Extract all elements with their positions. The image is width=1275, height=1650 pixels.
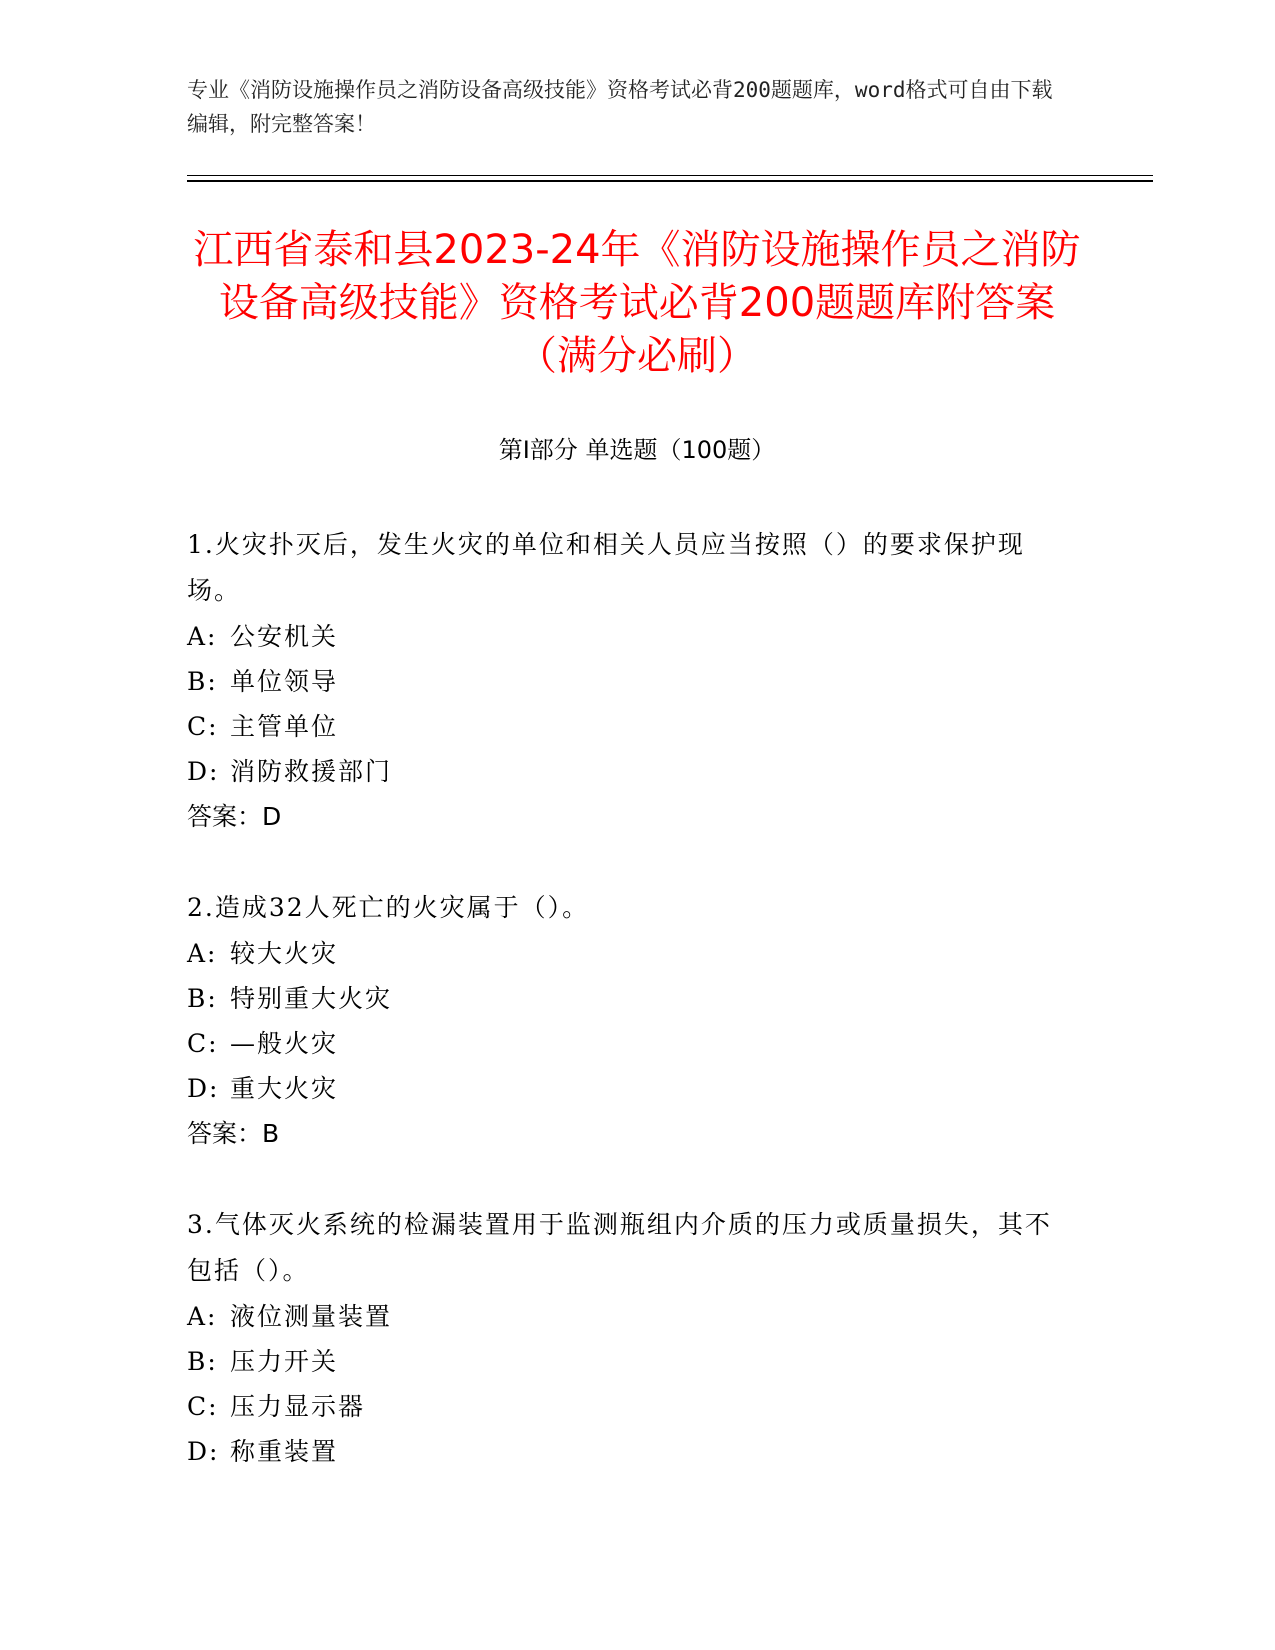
option-d [187, 1429, 1067, 1474]
option-text: —般火灾 [230, 1029, 339, 1058]
option-text: 压力显示器 [230, 1392, 366, 1421]
option-key: C: [187, 712, 219, 741]
option-b [187, 976, 1067, 1021]
option-c [187, 1021, 1067, 1066]
question-3 [187, 1202, 1067, 1474]
option-text: 公安机关 [230, 622, 339, 651]
answer-line: 答案：D [187, 802, 282, 831]
option-a [187, 1294, 1067, 1339]
option-key: D: [187, 757, 220, 786]
option-text: 较大火灾 [230, 939, 339, 968]
question-stem: 1.火灾扑灭后，发生火灾的单位和相关人员应当按照（）的要求保护现场。 [187, 530, 1025, 605]
option-text: 称重装置 [230, 1437, 339, 1466]
option-key: B: [187, 667, 218, 696]
option-text: 主管单位 [230, 712, 339, 741]
option-d [187, 1066, 1067, 1111]
section-title: 第I部分 单选题（100题） [498, 436, 776, 464]
option-key: D: [187, 1074, 220, 1103]
question-list [187, 522, 1067, 1520]
header-divider-thin [187, 175, 1153, 176]
option-text: 特别重大火灾 [230, 984, 393, 1013]
question-stem: 3.气体灭火系统的检漏装置用于监测瓶组内介质的压力或质量损失，其不包括（）。 [187, 1210, 1052, 1285]
option-c [187, 704, 1067, 749]
option-text: 单位领导 [230, 667, 339, 696]
option-text: 消防救援部门 [230, 757, 393, 786]
option-text: 液位测量装置 [230, 1302, 393, 1331]
option-b [187, 659, 1067, 704]
question-stem: 2.造成32人死亡的火灾属于（）。 [187, 893, 590, 922]
question-1 [187, 522, 1067, 839]
option-key: C: [187, 1392, 219, 1421]
option-key: D: [187, 1437, 220, 1466]
option-a [187, 614, 1067, 659]
option-key: B: [187, 984, 218, 1013]
option-c [187, 1384, 1067, 1429]
document-title: 江西省泰和县2023-24年《消防设施操作员之消防设备高级技能》资格考试必背200题题库附答案（满分必刷） [193, 227, 1081, 379]
header-note: 专业《消防设施操作员之消防设备高级技能》资格考试必背200题题库，word格式可自由下载编辑，附完整答案！ [187, 78, 1053, 136]
option-key: A: [187, 622, 218, 651]
option-text: 压力开关 [230, 1347, 339, 1376]
option-key: C: [187, 1029, 219, 1058]
option-d [187, 749, 1067, 794]
question-2 [187, 885, 1067, 1156]
option-key: B: [187, 1347, 218, 1376]
option-a [187, 931, 1067, 976]
option-text: 重大火灾 [230, 1074, 339, 1103]
option-b [187, 1339, 1067, 1384]
option-key: A: [187, 939, 218, 968]
header-divider-thick [187, 180, 1153, 182]
option-key: A: [187, 1302, 218, 1331]
answer-line: 答案：B [187, 1119, 280, 1148]
